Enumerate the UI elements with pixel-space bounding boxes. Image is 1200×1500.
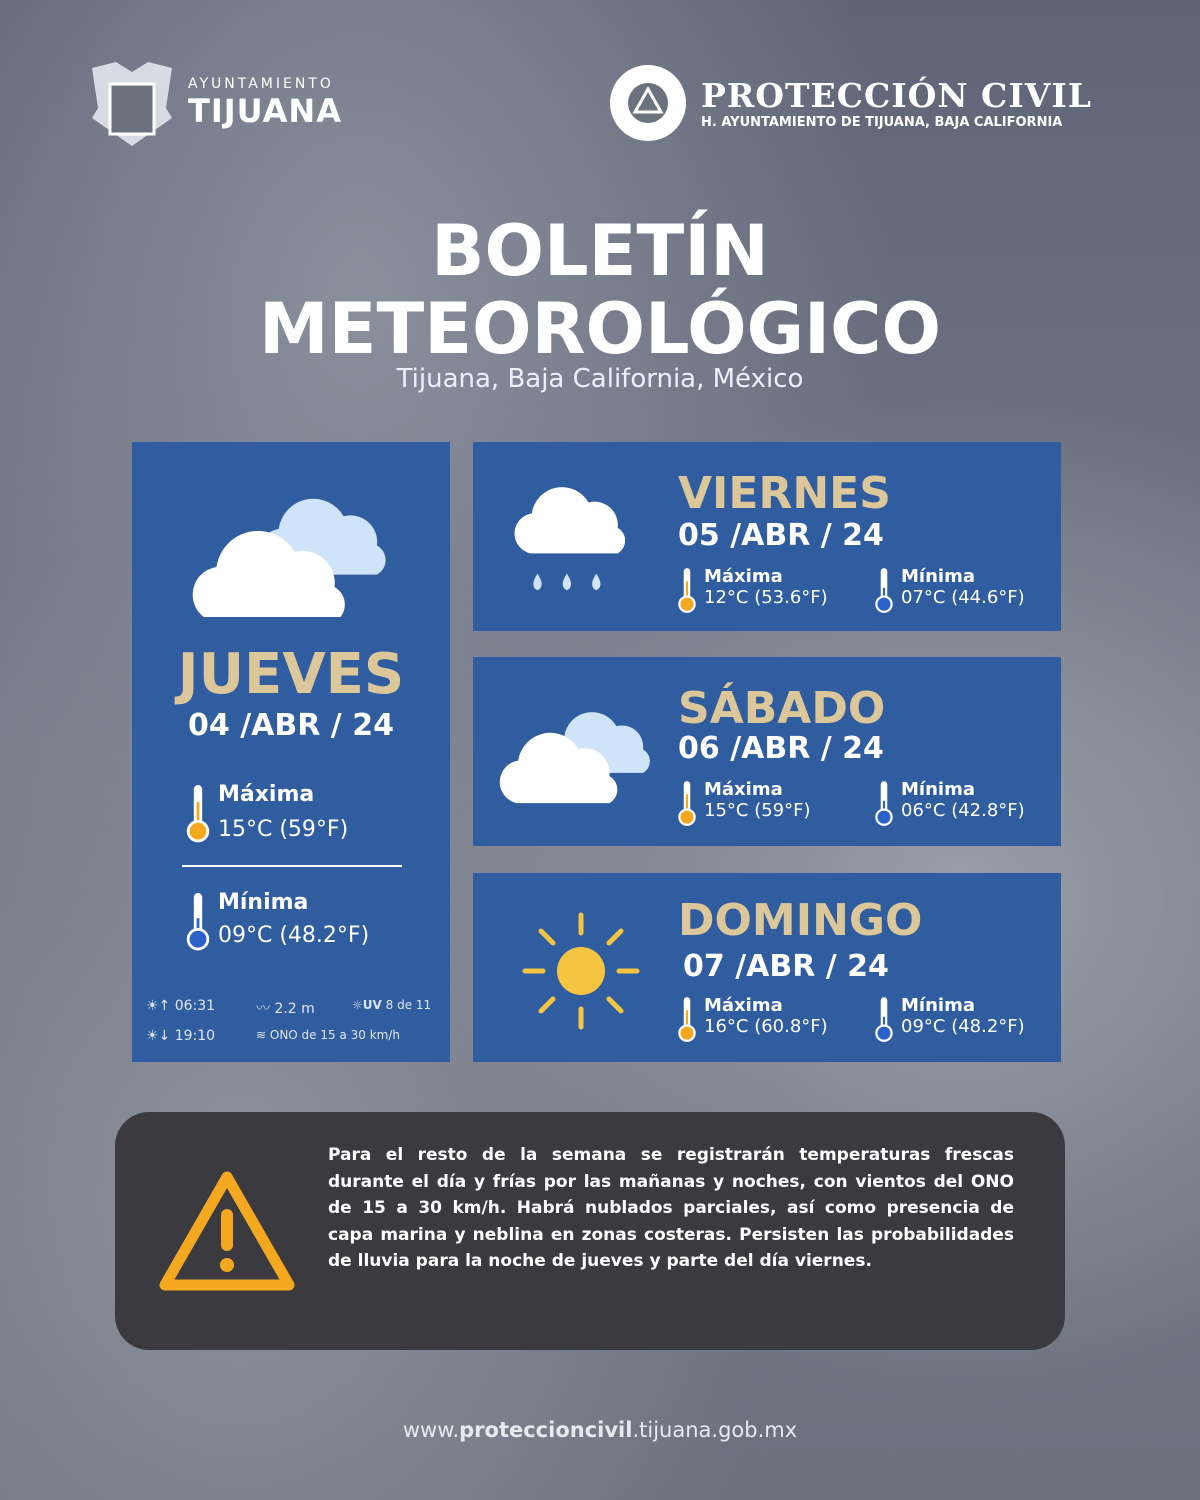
waves [256,998,315,1018]
min-value: 07°C (44.6°F) [901,587,1025,608]
title-line2: METEOROLÓGICO [259,288,941,370]
date: 04 /ABR / 24 [188,708,394,743]
min-label: Mínima [218,890,309,915]
max-value: 15°C (59°F) [218,817,349,842]
day-name: JUEVES [177,642,405,707]
ayuntamiento-tijuana-logo [86,58,342,148]
min-temp [873,779,1025,827]
sunrise [146,998,215,1014]
sun-icon [521,911,641,1031]
page-title [0,212,1200,368]
thermometer-cold-icon [184,890,212,952]
thermometer-cold-icon [873,566,895,614]
thermometer-cold-icon [873,995,895,1043]
day-name: SÁBADO [678,683,886,734]
min-temp [873,566,1025,614]
max-temp [676,779,811,827]
max-value: 15°C (59°F) [704,800,811,821]
weather-alert-box [115,1112,1065,1350]
min-temp [873,995,1025,1043]
location: Tijuana, Baja California, México [396,364,804,394]
max-label: Máxima [704,566,783,587]
date: 07 /ABR / 24 [683,949,889,984]
day-name: DOMINGO [678,895,923,946]
min-label: Mínima [901,566,975,587]
tijuana-shield-icon [86,58,178,148]
sunrise-icon: ☀↑ [146,998,175,1014]
civil-protection-emblem-icon [607,62,689,144]
min-value: 09°C (48.2°F) [901,1016,1025,1037]
max-label: Máxima [704,779,783,800]
min-label: Mínima [901,995,975,1016]
divider [182,865,402,867]
thermometer-cold-icon [873,779,895,827]
forecast-card-sabado [473,657,1061,846]
max-temp [184,782,348,844]
sunset-time: 19:10 [174,1028,216,1044]
title-line1: BOLETÍN [431,210,769,292]
wind-icon: ≋ [256,1028,270,1042]
thermometer-hot-icon [184,782,212,844]
wave-icon: 〰 [256,1001,275,1017]
cloudy-icon [493,702,663,812]
wind [256,1028,400,1042]
forecast-card-viernes [473,442,1061,631]
thermometer-hot-icon [676,566,698,614]
min-temp [184,890,369,952]
max-value: 12°C (53.6°F) [704,587,828,608]
sunset-icon: ☀↓ [146,1028,175,1044]
wave-height: 2.2 m [274,1001,315,1017]
forecast-card-domingo [473,873,1061,1062]
logo-main-text: PROTECCIÓN CIVIL [701,76,1093,115]
uv-sun-icon: ☼ [352,998,363,1012]
warning-icon [157,1167,297,1295]
url-suffix: .tijuana.gob.mx [632,1418,798,1442]
rain-icon [508,477,640,597]
thermometer-hot-icon [676,779,698,827]
website-link[interactable] [0,1418,1200,1442]
date: 05 /ABR / 24 [678,518,884,553]
url-bold: proteccioncivil [459,1418,633,1442]
day-name: VIERNES [678,468,891,519]
max-label: Máxima [704,995,783,1016]
logo-sub-text: H. AYUNTAMIENTO DE TIJUANA, BAJA CALIFORNIA [701,115,1063,130]
wind-value: ONO de 15 a 30 km/h [269,1028,400,1042]
min-value: 06°C (42.8°F) [901,800,1025,821]
min-value: 09°C (48.2°F) [218,923,370,948]
max-temp [676,995,828,1043]
uv-label: UV [362,998,382,1012]
url-prefix: www. [402,1418,460,1442]
proteccion-civil-logo [607,62,1092,144]
partly-cloudy-icon [182,487,402,617]
logo-main-text: TIJUANA [188,92,342,130]
thermometer-hot-icon [676,995,698,1043]
date: 06 /ABR / 24 [678,731,884,766]
sunrise-time: 06:31 [174,998,216,1014]
uv-value: 8 de 11 [385,998,432,1012]
max-label: Máxima [218,782,315,807]
min-label: Mínima [901,779,975,800]
uv-index [352,998,431,1012]
sunset [146,1028,215,1044]
alert-text: Para el resto de la semana se registrarán temperaturas frescas durante el día y frías por las mañanas y noches, con vientos del ONO de 15 a 30 km/h. Habrá nublados parciales, así como presencia de capa marina y neblina en zonas costeras. Persisten las probabilidades de lluvia para la noche de jueves y parte del día viernes. [328,1145,1014,1271]
max-value: 16°C (60.8°F) [704,1016,828,1037]
logo-top-text: AYUNTAMIENTO [188,76,334,92]
max-temp [676,566,828,614]
today-card [132,442,450,1062]
